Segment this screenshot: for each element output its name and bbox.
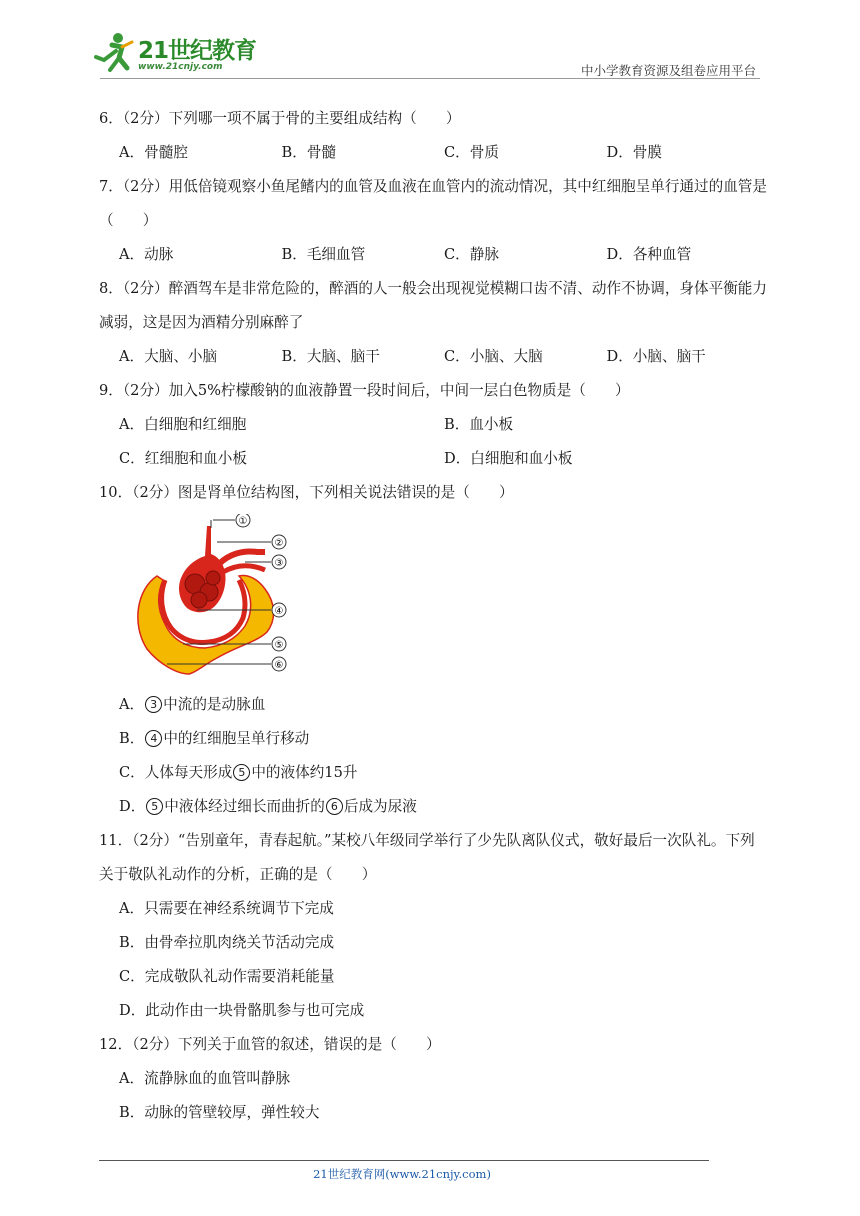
option-text: 中的红细胞呈单行移动 [163,730,310,747]
option-b: B．动脉的管壁较厚，弹性较大 [119,1104,320,1121]
question-10 [99,476,769,824]
runner-icon [92,30,136,74]
option-d: D．小脑、脑干 [606,348,706,365]
question-stem: 9．（2分）加入5%柠檬酸钠的血液静置一段时间后，中间一层白色物质是（ ） [99,382,630,399]
question-list [99,102,769,1130]
option-c: C．完成敬队礼动作需要消耗能量 [119,968,335,985]
option-d: D．白细胞和血小板 [444,450,573,467]
footer-divider [99,1160,709,1161]
figure-label-2: ② [274,538,284,549]
option-row [99,408,769,442]
option-b: B．骨髓 [281,144,337,161]
option-a: A．只需要在神经系统调节下完成 [119,900,334,917]
figure-label-1: ① [238,516,248,527]
question-9 [99,374,769,476]
option-d [99,790,769,824]
option-b: B．大脑、脑干 [281,348,380,365]
option-a: A．动脉 [119,246,174,263]
option-prefix: D． [119,798,146,815]
question-stem: 10．（2分）图是肾单位结构图，下列相关说法错误的是（ ） [99,484,514,501]
question-8 [99,272,769,374]
option-a [99,688,769,722]
question-stem: 8．（2分）醉酒驾车是非常危险的，醉酒的人一般会出现视觉模糊口齿不清、动作不协调，身体平衡能力减弱，这是因为酒精分别麻醉了 [99,280,767,331]
circled-number: 5 [233,764,250,781]
option-c: C．骨质 [444,144,499,161]
option-c: C．静脉 [444,246,499,263]
option-d: D．各种血管 [606,246,692,263]
option-prefix: B． [119,730,145,747]
circled-number: 3 [145,696,162,713]
page-header [0,0,860,80]
question-stem: 7．（2分）用低倍镜观察小鱼尾鳍内的血管及血液在血管内的流动情况，其中红细胞呈单行通过的血管是（ ） [99,178,767,229]
question-12 [99,1028,769,1130]
header-platform-text: 中小学教育资源及组卷应用平台 [580,63,756,78]
option-row [99,442,769,476]
option-a: A．白细胞和红细胞 [119,416,247,433]
question-11 [99,824,769,1028]
option-text: 中液体经过细长而曲折的 [164,798,325,815]
option-c: C．小脑、大脑 [444,348,543,365]
nephron-illustration [127,514,299,684]
question-6 [99,102,769,170]
option-row [99,136,769,170]
question-stem: 6．（2分）下列哪一项不属于骨的主要组成结构（ ） [99,110,461,127]
option-prefix: C．人体每天形成 [119,764,233,781]
circled-number: 6 [326,798,343,815]
option-text: 后成为尿液 [343,798,417,815]
option-d: D．此动作由一块骨骼肌参与也可完成 [119,1002,365,1019]
site-logo[interactable] [92,30,262,76]
option-row [99,340,769,374]
figure-label-3: ③ [274,558,284,569]
logo-text: 21世纪教育 [138,38,257,64]
figure-label-5: ⑤ [274,640,284,651]
option-a: A．骨髓腔 [119,144,188,161]
option-c [99,756,769,790]
option-b: B．毛细血管 [281,246,366,263]
logo-url: www.21cnjy.com [138,62,223,72]
option-d: D．骨膜 [606,144,662,161]
footer-link[interactable]: 21世纪教育网(www.21cnjy.com) [313,1167,491,1181]
nephron-diagram [127,514,299,684]
circled-number: 5 [146,798,163,815]
option-text: 中的液体约15升 [251,764,358,781]
question-stem: 11．（2分）“告别童年，青春起航。”某校八年级同学举行了少先队离队仪式，敬好最后一次队礼。下列关于敬队礼动作的分析，正确的是（ ） [99,832,755,883]
figure-label-4: ④ [274,606,284,617]
option-row [99,238,769,272]
figure-label-6: ⑥ [274,660,284,671]
header-divider [100,78,760,79]
option-prefix: A． [119,696,145,713]
option-b [99,722,769,756]
option-b: B．由骨牵拉肌肉绕关节活动完成 [119,934,335,951]
option-a: A．流静脉血的血管叫静脉 [119,1070,291,1087]
option-c: C．红细胞和血小板 [119,450,247,467]
circled-number: 4 [145,730,162,747]
question-stem: 12．（2分）下列关于血管的叙述，错误的是（ ） [99,1036,441,1053]
option-a: A．大脑、小脑 [119,348,218,365]
question-7 [99,170,769,272]
option-b: B．血小板 [444,416,514,433]
option-text: 中流的是动脉血 [163,696,266,713]
